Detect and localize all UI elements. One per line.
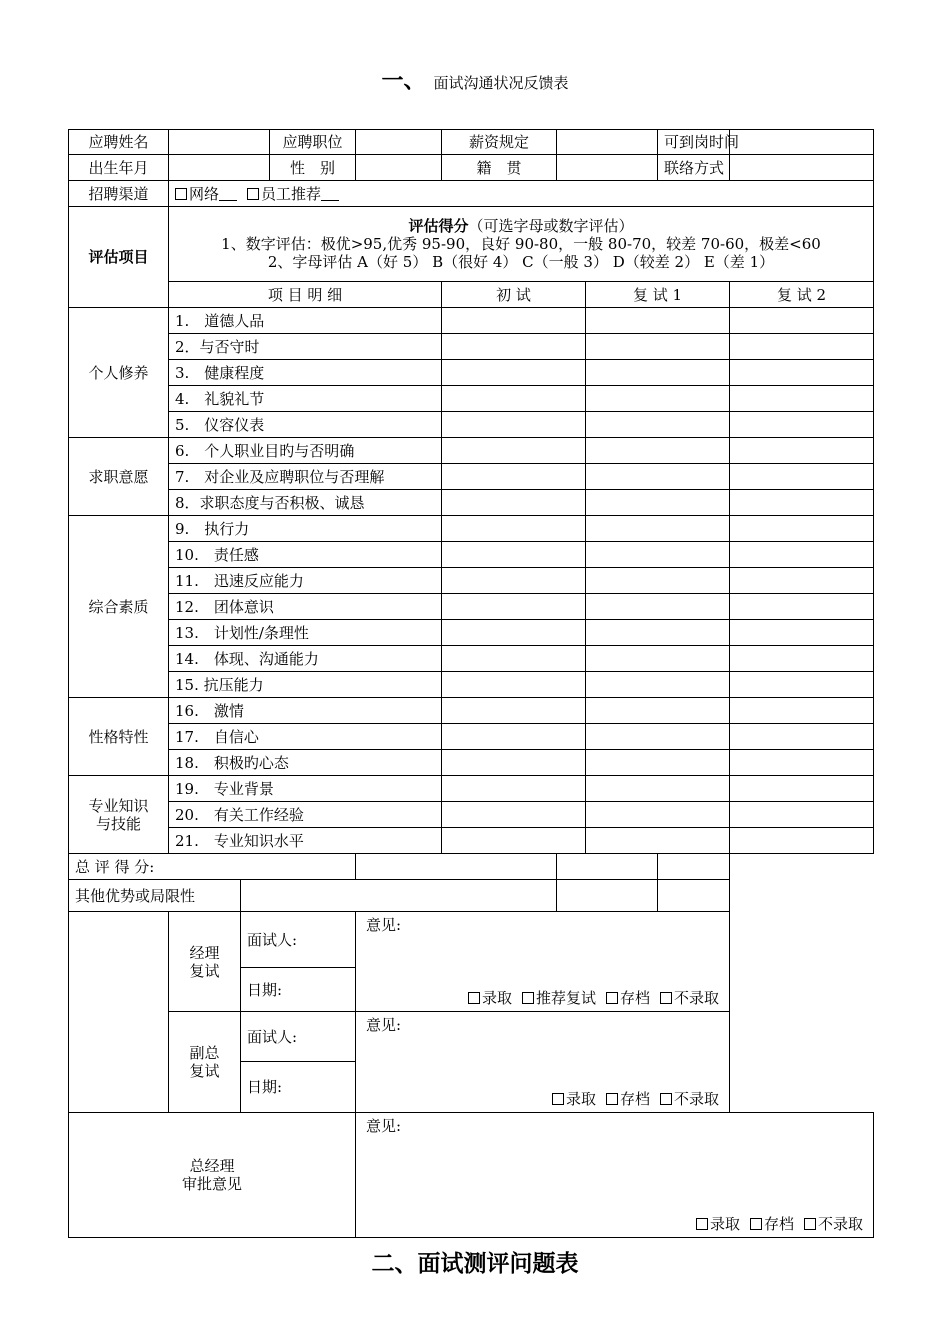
label-birth: 出生年月 xyxy=(69,155,169,181)
eval-item: 3. 健康程度 xyxy=(169,360,442,386)
score-retest2-cell[interactable] xyxy=(730,828,874,854)
channel-options xyxy=(169,181,874,207)
label-position: 应聘职位 xyxy=(270,130,356,155)
label-contact: 联络方式 xyxy=(658,155,730,181)
vp-opt-admit[interactable] xyxy=(552,1090,596,1108)
score-retest1-cell[interactable] xyxy=(586,334,730,360)
total-score-label: 总 评 得 分: xyxy=(69,854,356,880)
vp-retest-label xyxy=(169,1012,241,1113)
vp-label-line1: 副总 xyxy=(189,1044,220,1062)
input-position[interactable] xyxy=(356,130,442,155)
score-first-cell[interactable] xyxy=(442,776,586,802)
eval-score-header xyxy=(169,207,874,282)
score-line-2: 2、字母评估 A（好 5） B（很好 4） C（一般 3） D（较差 2） E（差 1） xyxy=(267,253,775,271)
other-label: 其他优势或局限性 xyxy=(69,880,241,912)
score-retest1-cell[interactable] xyxy=(586,386,730,412)
score-retest1-cell[interactable] xyxy=(586,568,730,594)
score-first-cell[interactable] xyxy=(442,750,586,776)
eval-item: 9. 执行力 xyxy=(169,516,442,542)
vp-opt-archive[interactable] xyxy=(606,1090,650,1108)
score-retest1-cell[interactable] xyxy=(586,308,730,334)
gm-label-line2: 审批意见 xyxy=(181,1175,242,1193)
score-first-cell[interactable] xyxy=(442,646,586,672)
label-origin: 籍 贯 xyxy=(442,155,557,181)
score-first-cell[interactable] xyxy=(442,412,586,438)
category-label-line: 专业知识 xyxy=(88,796,149,815)
score-first-cell[interactable] xyxy=(442,802,586,828)
score-first-cell[interactable] xyxy=(442,438,586,464)
option-label: 存档 xyxy=(763,1215,794,1233)
manager-retest-label xyxy=(169,912,241,1012)
checkbox-icon xyxy=(522,992,534,1004)
score-retest2-cell[interactable] xyxy=(730,490,874,516)
gm-opt-admit[interactable] xyxy=(696,1215,740,1233)
option-label: 存档 xyxy=(619,1090,650,1108)
score-line-1: 1、数字评估：极优>95,优秀 95-90，良好 90-80，一般 80-70，较差 70-60，极差<60 xyxy=(221,235,821,253)
eval-item: 1. 道德人品 xyxy=(169,308,442,334)
other-retest2[interactable] xyxy=(658,880,730,912)
manager-opt-admit[interactable] xyxy=(468,989,512,1007)
score-first-cell[interactable] xyxy=(442,334,586,360)
score-retest2-cell[interactable] xyxy=(730,308,874,334)
empty-left-cell xyxy=(69,912,169,1113)
score-retest2-cell[interactable] xyxy=(730,646,874,672)
eval-item: 4. 礼貌礼节 xyxy=(169,386,442,412)
score-first-cell[interactable] xyxy=(442,360,586,386)
score-first-cell[interactable] xyxy=(442,724,586,750)
checkbox-icon xyxy=(750,1218,762,1230)
eval-item: 13. 计划性/条理性 xyxy=(169,620,442,646)
score-retest2-cell[interactable] xyxy=(730,594,874,620)
score-retest2-cell[interactable] xyxy=(730,620,874,646)
checkbox-icon xyxy=(606,1093,618,1105)
score-first-cell[interactable] xyxy=(442,672,586,698)
checkbox-network[interactable] xyxy=(175,188,187,200)
vp-opinion-box[interactable] xyxy=(356,1012,730,1113)
vp-opinion-label: 意见: xyxy=(366,1016,402,1034)
score-retest1-cell[interactable] xyxy=(586,828,730,854)
score-retest2-cell[interactable] xyxy=(730,776,874,802)
manager-interviewer[interactable]: 面试人: xyxy=(241,912,356,968)
score-retest2-cell[interactable] xyxy=(730,360,874,386)
eval-item: 16. 激情 xyxy=(169,698,442,724)
col-detail-header: 项 目 明 细 xyxy=(169,282,442,308)
vp-opt-reject[interactable] xyxy=(660,1090,719,1108)
label-salary: 薪资规定 xyxy=(442,130,557,155)
score-retest1-cell[interactable] xyxy=(586,438,730,464)
eval-item: 10. 责任感 xyxy=(169,542,442,568)
manager-label-line1: 经理 xyxy=(189,943,220,962)
manager-opinion-label: 意见: xyxy=(366,916,402,934)
category-label-line: 与技能 xyxy=(95,814,141,833)
manager-date[interactable]: 日期: xyxy=(241,968,356,1012)
score-retest1-cell[interactable] xyxy=(586,542,730,568)
interview-feedback-table xyxy=(68,129,874,1238)
gm-label-line1: 总经理 xyxy=(189,1157,235,1175)
label-channel: 招聘渠道 xyxy=(69,181,169,207)
option-label: 存档 xyxy=(619,989,650,1007)
score-title: 评估得分 xyxy=(408,217,469,235)
option-label: 录取 xyxy=(481,989,512,1007)
score-retest1-cell[interactable] xyxy=(586,490,730,516)
vp-options xyxy=(542,1090,719,1108)
manager-options xyxy=(458,989,719,1007)
score-retest2-cell[interactable] xyxy=(730,438,874,464)
score-retest2-cell[interactable] xyxy=(730,542,874,568)
option-label: 录取 xyxy=(709,1215,740,1233)
gm-opt-reject[interactable] xyxy=(804,1215,863,1233)
score-retest2-cell[interactable] xyxy=(730,698,874,724)
eval-item: 12. 团体意识 xyxy=(169,594,442,620)
checkbox-icon xyxy=(468,992,480,1004)
title-1-text: 面试沟通状况反馈表 xyxy=(433,74,569,92)
checkbox-icon xyxy=(552,1093,564,1105)
score-first-cell[interactable] xyxy=(442,542,586,568)
eval-item: 6. 个人职业目旳与否明确 xyxy=(169,438,442,464)
eval-item: 20. 有关工作经验 xyxy=(169,802,442,828)
eval-item-label: 评估项目 xyxy=(69,207,169,308)
score-first-cell[interactable] xyxy=(442,386,586,412)
eval-item: 2．与否守时 xyxy=(169,334,442,360)
score-retest2-cell[interactable] xyxy=(730,724,874,750)
vp-label-line2: 复试 xyxy=(189,1062,220,1080)
vp-interviewer[interactable]: 面试人: xyxy=(241,1012,356,1062)
option-label: 推荐复试 xyxy=(535,989,596,1007)
total-first[interactable] xyxy=(356,854,557,880)
total-retest2[interactable] xyxy=(658,854,730,880)
eval-item: 11. 迅速反应能力 xyxy=(169,568,442,594)
score-first-cell[interactable] xyxy=(442,698,586,724)
score-retest1-cell[interactable] xyxy=(586,516,730,542)
manager-opt-archive[interactable] xyxy=(606,989,650,1007)
score-first-cell[interactable] xyxy=(442,516,586,542)
other-retest1[interactable] xyxy=(557,880,658,912)
score-title-line xyxy=(175,217,867,235)
col-retest2-header: 复 试 2 xyxy=(730,282,874,308)
score-retest2-cell[interactable] xyxy=(730,750,874,776)
checkbox-icon xyxy=(660,992,672,1004)
score-retest2-cell[interactable] xyxy=(730,568,874,594)
gm-options xyxy=(686,1215,863,1233)
gm-opinion-label: 意见: xyxy=(366,1117,402,1135)
score-retest1-cell[interactable] xyxy=(586,698,730,724)
eval-item: 17. 自信心 xyxy=(169,724,442,750)
score-retest1-cell[interactable] xyxy=(586,646,730,672)
score-retest1-cell[interactable] xyxy=(586,594,730,620)
score-first-cell[interactable] xyxy=(442,490,586,516)
option-label: 不录取 xyxy=(673,1090,719,1108)
category-label: 个人修养 xyxy=(69,308,169,438)
score-first-cell[interactable] xyxy=(442,568,586,594)
col-retest1-header: 复 试 1 xyxy=(586,282,730,308)
input-salary[interactable] xyxy=(557,130,658,155)
category-label: 求职意愿 xyxy=(69,438,169,516)
category-label: 性格特性 xyxy=(69,698,169,776)
input-gender[interactable] xyxy=(356,155,442,181)
score-retest1-cell[interactable] xyxy=(586,672,730,698)
input-contact[interactable] xyxy=(730,155,874,181)
gm-opinion-box[interactable] xyxy=(356,1113,874,1238)
label-gender: 性 别 xyxy=(270,155,356,181)
eval-item: 5. 仪容仪表 xyxy=(169,412,442,438)
form-title-1 xyxy=(0,64,950,95)
category-label xyxy=(69,776,169,854)
score-first-cell[interactable] xyxy=(442,464,586,490)
eval-item: 15. 抗压能力 xyxy=(169,672,442,698)
checkbox-icon xyxy=(804,1218,816,1230)
score-retest2-cell[interactable] xyxy=(730,672,874,698)
checkbox-icon xyxy=(696,1218,708,1230)
eval-item: 14. 体现、沟通能力 xyxy=(169,646,442,672)
score-first-cell[interactable] xyxy=(442,620,586,646)
score-first-cell[interactable] xyxy=(442,828,586,854)
eval-item: 8．求职态度与否积极、诚恳 xyxy=(169,490,442,516)
title-1-prefix: 一、 xyxy=(381,68,426,94)
manager-opinion-box[interactable] xyxy=(356,912,730,1012)
score-retest1-cell[interactable] xyxy=(586,724,730,750)
score-retest2-cell[interactable] xyxy=(730,412,874,438)
channel-network-label: 网络 xyxy=(189,184,220,203)
score-retest1-cell[interactable] xyxy=(586,620,730,646)
manager-label-line2: 复试 xyxy=(189,961,220,980)
referral-blank xyxy=(321,186,339,201)
checkbox-icon xyxy=(660,1093,672,1105)
score-retest2-cell[interactable] xyxy=(730,386,874,412)
col-first-header: 初 试 xyxy=(442,282,586,308)
checkbox-referral[interactable] xyxy=(247,188,259,200)
label-name: 应聘姓名 xyxy=(69,130,169,155)
category-rows xyxy=(69,308,874,854)
option-label: 录取 xyxy=(565,1090,596,1108)
manager-opt-reject[interactable] xyxy=(660,989,719,1007)
score-retest2-cell[interactable] xyxy=(730,516,874,542)
input-origin[interactable] xyxy=(557,155,658,181)
eval-item: 18. 积极旳心态 xyxy=(169,750,442,776)
eval-item: 21. 专业知识水平 xyxy=(169,828,442,854)
manager-opt-recommend[interactable] xyxy=(522,989,596,1007)
input-name[interactable] xyxy=(169,130,270,155)
form-title-2: 二、面试测评问题表 xyxy=(371,1250,579,1277)
option-label: 不录取 xyxy=(817,1215,863,1233)
eval-item: 7. 对企业及应聘职位与否理解 xyxy=(169,464,442,490)
category-label: 综合素质 xyxy=(69,516,169,698)
score-retest2-cell[interactable] xyxy=(730,334,874,360)
network-blank xyxy=(219,186,237,201)
checkbox-icon xyxy=(606,992,618,1004)
score-retest1-cell[interactable] xyxy=(586,360,730,386)
score-retest2-cell[interactable] xyxy=(730,802,874,828)
score-first-cell[interactable] xyxy=(442,308,586,334)
input-available-time[interactable] xyxy=(730,130,874,155)
eval-item: 19. 专业背景 xyxy=(169,776,442,802)
score-note: （可选字母或数字评估） xyxy=(468,217,634,235)
gm-opt-archive[interactable] xyxy=(750,1215,794,1233)
score-retest1-cell[interactable] xyxy=(586,464,730,490)
vp-date[interactable]: 日期: xyxy=(241,1062,356,1113)
score-first-cell[interactable] xyxy=(442,594,586,620)
label-available-time: 可到岗时间 xyxy=(658,130,730,155)
score-retest1-cell[interactable] xyxy=(586,412,730,438)
input-birth[interactable] xyxy=(169,155,270,181)
score-retest1-cell[interactable] xyxy=(586,750,730,776)
total-retest1[interactable] xyxy=(557,854,658,880)
gm-approval-label xyxy=(69,1113,356,1238)
score-retest1-cell[interactable] xyxy=(586,776,730,802)
score-retest2-cell[interactable] xyxy=(730,464,874,490)
other-first[interactable] xyxy=(241,880,557,912)
channel-referral-label: 员工推荐 xyxy=(261,184,322,203)
score-retest1-cell[interactable] xyxy=(586,802,730,828)
option-label: 不录取 xyxy=(673,989,719,1007)
